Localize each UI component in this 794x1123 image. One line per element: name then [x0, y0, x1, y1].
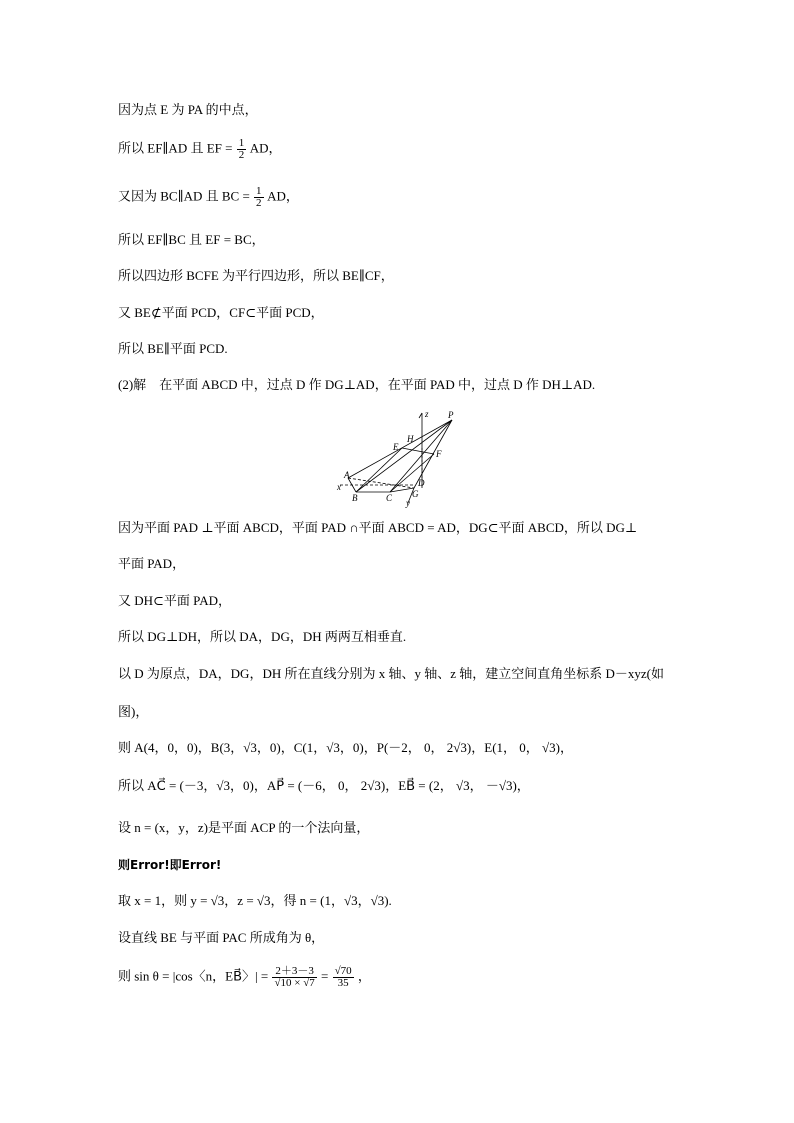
text-line-16: 所以 AC⃗ = (－3，√3，0)，AP⃗ = (－6， 0， 2√3)，EB⃗ = (2， √3， －√3)， [118, 778, 530, 793]
edge-FC [390, 454, 434, 492]
text-line-error: 则Error!即Error! [118, 858, 222, 872]
fraction-result: $\frac{√70}{35}$ [334, 965, 352, 989]
text-line-3-head: 又因为 BC∥AD 且 BC = [118, 188, 250, 204]
text-line-10: 平面 PAD， [118, 556, 186, 571]
text-line-2 [118, 138, 282, 161]
label-G: G [412, 489, 419, 499]
label-y: y [406, 498, 410, 508]
fraction-sin: $\frac{2+3-3}{√10 \times √7}$ [274, 965, 315, 989]
fraction-half-1: $\frac{1}{2}$ [238, 137, 245, 161]
text-line-2-head: 所以 EF∥AD 且 EF = [118, 140, 233, 156]
label-B: B [352, 493, 358, 503]
text-line-7: 所以 BE∥平面 PCD. [118, 341, 228, 356]
label-x: x [337, 482, 341, 492]
text-line-2-tail: AD， [249, 140, 282, 156]
text-line-11: 又 DH⊂平面 PAD， [118, 593, 231, 608]
text-line-18: 取 x = 1，则 y = √3，z = √3，得 n = (1，√3，√3). [118, 893, 392, 908]
label-A: A [344, 470, 350, 480]
text-line-20-head: 则 sin θ = |cos〈n，EB⃗〉| = [118, 968, 269, 984]
fraction-half-2: $\frac{1}{2}$ [256, 185, 262, 209]
edge-AB [348, 478, 356, 492]
z-arrow [419, 413, 422, 418]
text-line-4: 所以 EF∥BC 且 EF = BC， [118, 232, 265, 247]
text-line-5: 所以四边形 BCFE 为平行四边形，所以 BE∥CF， [118, 268, 394, 283]
label-D: D [418, 478, 425, 488]
text-line-14: 图)， [118, 704, 149, 719]
label-F: F [436, 449, 442, 459]
text-line-1: 因为点 E 为 PA 的中点， [118, 102, 258, 117]
geometry-figure [330, 408, 465, 508]
text-line-12: 所以 DG⊥DH，所以 DA，DG，DH 两两互相垂直. [118, 629, 407, 644]
text-line-13: 以 D 为原点，DA，DG，DH 所在直线分别为 x 轴、y 轴、z 轴，建立空间直角坐标系 D－xyz(如 [118, 666, 664, 681]
text-line-19: 设直线 BE 与平面 PAC 所成角为 θ， [118, 930, 325, 945]
text-line-20: 则 sin θ = |cos〈n，EB⃗〉| = $\frac{2+3-3}{√10 \times √7}$ = $\frac{√70}{35}$ ， [118, 965, 371, 989]
text-line-15: 则 A(4，0，0)，B(3，√3，0)，C(1，√3，0)，P(－2， 0， 2√3)，E(1， 0， √3)， [118, 740, 573, 755]
label-z: z [425, 409, 429, 419]
label-H: H [407, 434, 414, 444]
text-line-20-tail: ， [357, 968, 371, 984]
label-P: P [448, 410, 454, 420]
label-C: C [386, 493, 393, 503]
label-E: E [393, 442, 399, 452]
text-line-17: 设 n = (x，y，z)是平面 ACP 的一个法向量， [118, 820, 370, 835]
text-line-6: 又 BE⊄平面 PCD，CF⊂平面 PCD， [118, 305, 324, 320]
text-line-3 [118, 186, 299, 209]
edge-EF [402, 448, 434, 454]
text-line-3-tail: AD， [267, 188, 299, 204]
text-line-9: 因为平面 PAD ⊥平面 ABCD，平面 PAD ∩平面 ABCD = AD，DG⊂平面 ABCD，所以 DG⊥ [118, 520, 638, 535]
text-line-8: (2)解 在平面 ABCD 中，过点 D 作 DG⊥AD，在平面 PAD 中，过点 D 作 DH⊥AD. [118, 377, 596, 392]
